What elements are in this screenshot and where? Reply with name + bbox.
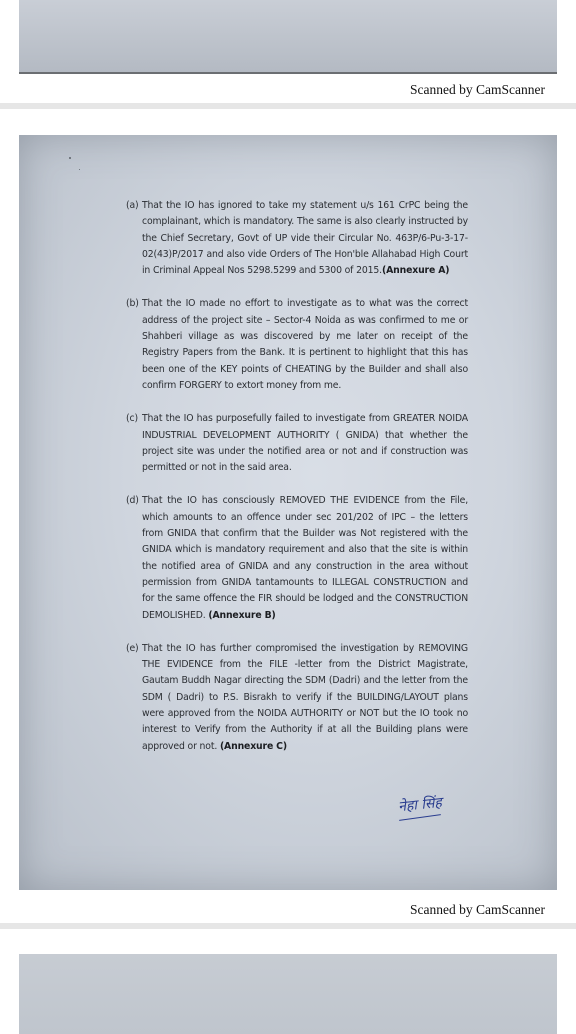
next-page-scan xyxy=(19,954,557,1034)
annexure-reference: (Annexure A) xyxy=(381,265,450,277)
scanner-watermark-bottom: Scanned by CamScanner xyxy=(410,902,545,917)
paragraph-b xyxy=(126,296,468,394)
paragraph-e xyxy=(126,641,468,755)
page-divider-top xyxy=(0,103,576,109)
paragraph-a xyxy=(126,198,468,279)
paragraph-c xyxy=(126,411,468,476)
paper-speck xyxy=(69,157,71,159)
annexure-reference: (Annexure B) xyxy=(208,609,276,621)
annexure-reference: (Annexure C) xyxy=(219,740,287,752)
paragraph-text: That the IO made no effort to investigate as to what was the correct address of the project site – Sector-4 Noida as was confirmed to me or Shahberi village as was discovered by me later on receipt of the Registry Papers from the Bank. It is pertinent to highlight that this has been one of the KEY points of CHEATING by the Builder and shall also confirm FORGERY to extort money from me. xyxy=(142,298,468,391)
document-page-scan xyxy=(19,135,557,890)
paragraph-label: (c) xyxy=(126,413,138,425)
paragraph-label: (b) xyxy=(126,298,139,310)
paragraph-text: That the IO has purposefully failed to investigate from GREATER NOIDA INDUSTRIAL DEVELOPMENT AUTHORITY ( GNIDA) that whether the project site was under the notified area or not and if construction was permitted or not in the said area. xyxy=(142,413,468,474)
paragraph-text: That the IO has consciously REMOVED THE EVIDENCE from the File, which amounts to an offence under sec 201/202 of IPC – the letters from GNIDA that confirm that the Builder was Not registered with the GNIDA which is mandatory requirement and also that the site is within the notified area of GNIDA and any construction in the area without permission from GNIDA tantamounts to ILLEGAL CONSTRUCTION and for the same offence the FIR should be lodged and the CONSTRUCTION DEMOLISHED. xyxy=(142,495,468,621)
document-body xyxy=(126,198,468,772)
paper-speck xyxy=(79,169,80,170)
paragraph-d xyxy=(126,493,468,623)
handwritten-signature: नेहा सिंह xyxy=(397,794,443,816)
page-divider-bottom xyxy=(0,923,576,929)
previous-page-scan xyxy=(19,0,557,74)
paragraph-label: (d) xyxy=(126,495,139,507)
paragraph-text: That the IO has ignored to take my statement u/s 161 CrPC being the complainant, which is mandatory. The same is also clearly instructed by the Chief Secretary, Govt of UP vide their Circular No. 463P/6-Pu-3-17-02(43)P/2017 and also vide Orders of The Hon'ble Allahabad High Court in Criminal Appeal Nos 5298.5299 and 5300 of 2015. xyxy=(142,200,468,277)
paragraph-label: (a) xyxy=(126,200,139,211)
paragraph-label: (e) xyxy=(126,642,139,654)
paragraph-text: That the IO has further compromised the investigation by REMOVING THE EVIDENCE from the FILE -letter from the District Magistrate, Gautam Buddh Nagar directing the SDM (Dadri) and the letter from the SDM ( Dadri) to P.S. Bisrakh to verify if the BUILDING/LAYOUT plans were approved from the NOIDA AUTHORITY or NOT but the IO took no interest to Verify from the Authority if at all the Building plans were approved or not. xyxy=(142,642,468,752)
scanner-watermark-top: Scanned by CamScanner xyxy=(410,82,545,97)
